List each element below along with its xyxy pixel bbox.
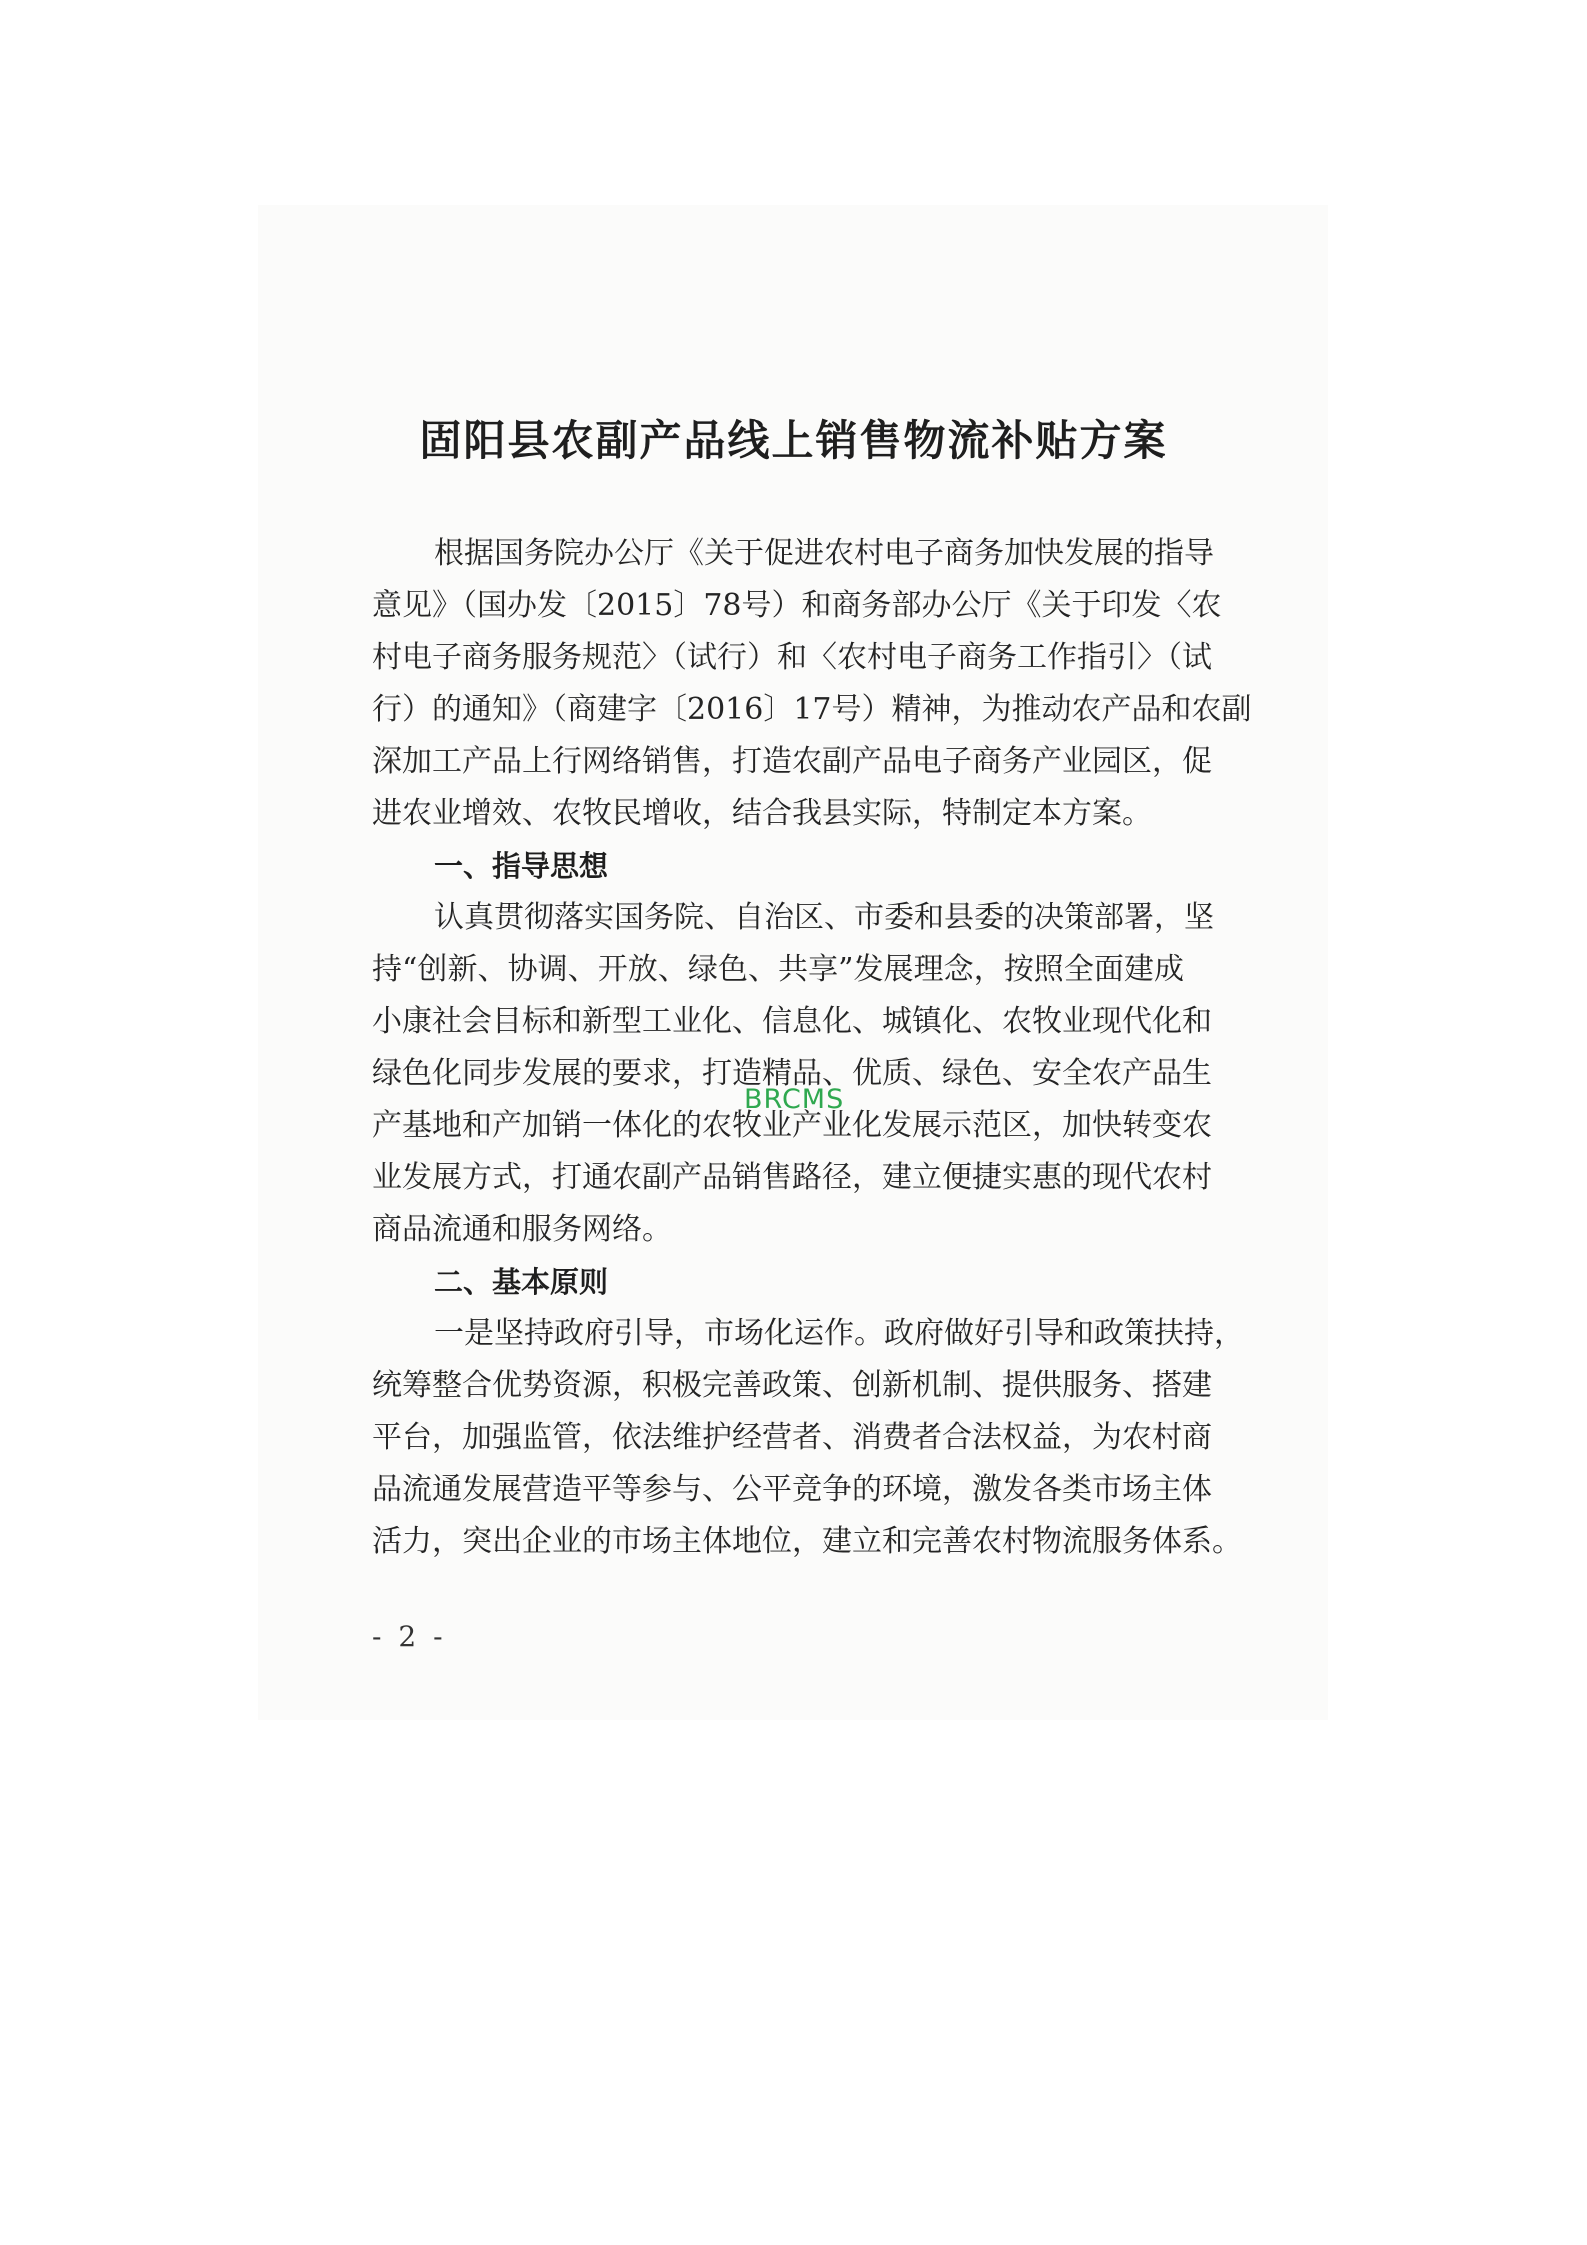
paragraph-line: 行）的通知》（商建字〔2016〕17号）精神，为推动农产品和农副 [372, 692, 1252, 727]
paragraph-line: 商品流通和服务网络。 [372, 1212, 672, 1247]
paragraph-line: 平台，加强监管，依法维护经营者、消费者合法权益，为农村商 [372, 1420, 1212, 1455]
paragraph-line: 产基地和产加销一体化的农牧业产业化发展示范区，加快转变农 [372, 1108, 1212, 1143]
paragraph-line: 绿色化同步发展的要求，打造精品、优质、绿色、安全农产品生 [372, 1056, 1212, 1091]
page-number: - 2 - [372, 1620, 447, 1653]
section-heading: 一、指导思想 [434, 849, 609, 883]
paragraph-line: 小康社会目标和新型工业化、信息化、城镇化、农牧业现代化和 [372, 1004, 1212, 1039]
paragraph-line: 进农业增效、农牧民增收，结合我县实际，特制定本方案。 [372, 796, 1152, 831]
paragraph-line: 认真贯彻落实国务院、自治区、市委和县委的决策部署，坚 [434, 900, 1214, 935]
paragraph-line: 活力，突出企业的市场主体地位，建立和完善农村物流服务体系。 [372, 1524, 1242, 1559]
document-title: 固阳县农副产品线上销售物流补贴方案 [419, 416, 1168, 465]
paragraph-line: 业发展方式，打通农副产品销售路径，建立便捷实惠的现代农村 [372, 1160, 1212, 1195]
paragraph-line: 品流通发展营造平等参与、公平竞争的环境，激发各类市场主体 [372, 1472, 1212, 1507]
watermark: BRCMS [744, 1084, 845, 1115]
paragraph-line: 村电子商务服务规范〉（试行）和〈农村电子商务工作指引〉（试 [372, 640, 1212, 675]
paragraph-line: 根据国务院办公厅《关于促进农村电子商务加快发展的指导 [434, 536, 1214, 571]
paragraph-line: 持“创新、协调、开放、绿色、共享”发展理念，按照全面建成 [372, 952, 1184, 987]
paragraph-line: 深加工产品上行网络销售，打造农副产品电子商务产业园区，促 [372, 744, 1212, 779]
paragraph-line: 一是坚持政府引导，市场化运作。政府做好引导和政策扶持， [434, 1316, 1244, 1351]
section-heading: 二、基本原则 [434, 1265, 609, 1299]
paragraph-line: 统筹整合优势资源，积极完善政策、创新机制、提供服务、搭建 [372, 1368, 1212, 1403]
paragraph-line: 意见》（国办发〔2015〕78号）和商务部办公厅《关于印发〈农 [372, 588, 1222, 623]
